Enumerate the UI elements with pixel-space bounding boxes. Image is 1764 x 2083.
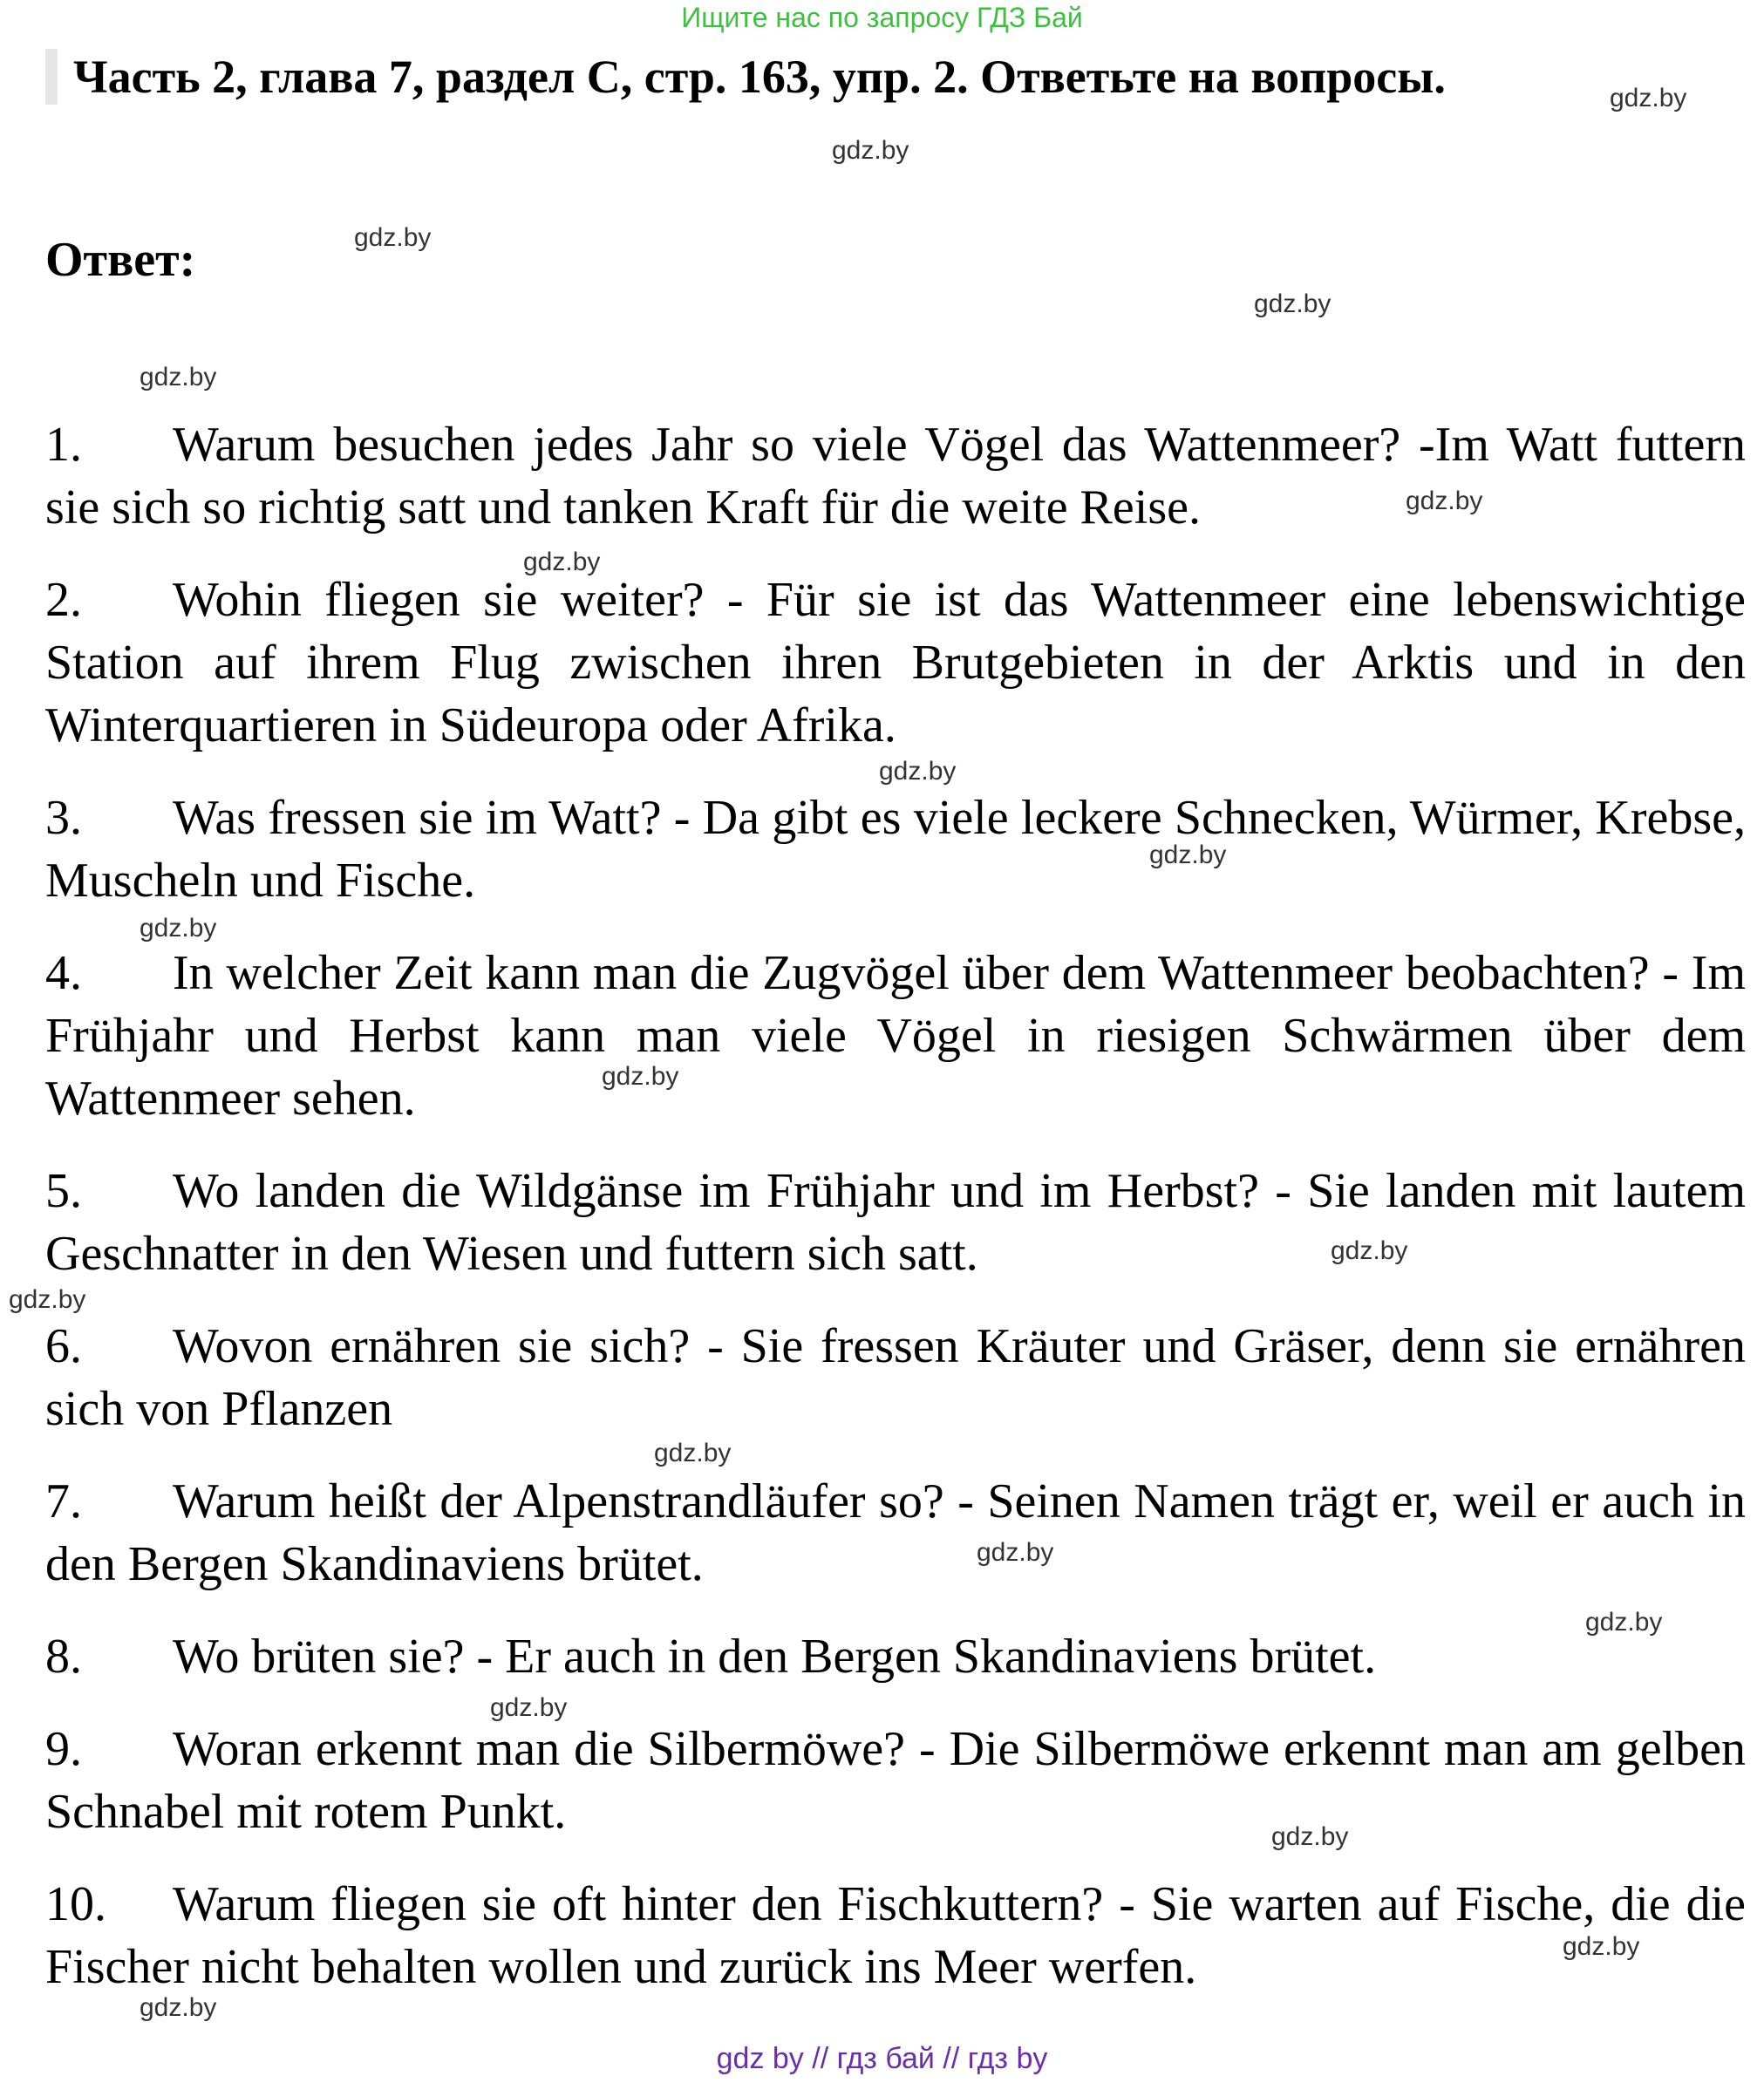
footer-watermark: gdz by // гдз бай // гдз by — [716, 2042, 1048, 2075]
watermark: gdz.by — [140, 363, 217, 391]
answer-item-4 — [45, 942, 1746, 1130]
answer-text: Wovon ernähren sie sich? - Sie fressen Kräuter und Gräser, denn sie ernähren sich von Pflanzen — [45, 1319, 1746, 1436]
page-title: Часть 2, глава 7, раздел С, стр. 163, упр. 2. Ответьте на вопросы. — [45, 49, 1446, 105]
answer-item-8 — [45, 1625, 1746, 1688]
answer-list — [45, 0, 1746, 2083]
watermark: gdz.by — [354, 223, 432, 252]
watermark: gdz.by — [1563, 1932, 1640, 1961]
answer-number: 3. — [45, 791, 82, 845]
answer-item-6 — [45, 1315, 1746, 1440]
answer-item-10 — [45, 1873, 1746, 1998]
answer-item-9 — [45, 1718, 1746, 1843]
answer-item-3 — [45, 786, 1746, 912]
answer-number: 6. — [45, 1319, 82, 1373]
watermark: gdz.by — [140, 1993, 217, 2022]
watermark: gdz.by — [1331, 1236, 1408, 1265]
answer-item-7 — [45, 1470, 1746, 1596]
watermark: gdz.by — [1585, 1608, 1663, 1637]
watermark: gdz.by — [1254, 289, 1332, 318]
answer-label: Ответ: — [45, 233, 196, 287]
answer-number: 10. — [45, 1877, 106, 1931]
answer-text: Warum heißt der Alpenstrandläufer so? - Seinen Namen trägt er, weil er auch in den Bergen Skandinaviens brütet. — [45, 1474, 1746, 1591]
answer-item-2 — [45, 568, 1746, 757]
answer-number: 4. — [45, 946, 82, 1000]
answer-number: 8. — [45, 1630, 82, 1684]
answer-text: Warum besuchen jedes Jahr so viele Vögel das Wattenmeer? -Im Watt futtern sie sich so richtig satt und tanken Kraft für die weite Reise. — [45, 418, 1746, 534]
watermark: gdz.by — [1149, 841, 1227, 869]
answer-text: Wo brüten sie? - Er auch in den Bergen Skandinaviens brütet. — [173, 1630, 1377, 1684]
watermark: gdz.by — [654, 1439, 732, 1467]
answer-text: Was fressen sie im Watt? - Da gibt es viele leckere Schnecken, Würmer, Krebse, Muscheln und Fische. — [45, 791, 1746, 908]
watermark: gdz.by — [1406, 487, 1483, 515]
answer-item-5 — [45, 1160, 1746, 1285]
answer-number: 9. — [45, 1722, 82, 1776]
answer-item-1 — [45, 413, 1746, 539]
watermark: gdz.by — [879, 757, 957, 786]
watermark: gdz.by — [490, 1693, 568, 1722]
watermark: gdz.by — [523, 548, 601, 576]
answer-number: 1. — [45, 418, 82, 472]
watermark: gdz.by — [977, 1538, 1054, 1567]
watermark: gdz.by — [602, 1062, 679, 1091]
answer-text: In welcher Zeit kann man die Zugvögel über dem Wattenmeer beobachten? - Im Frühjahr und Herbst kann man viele Vögel in riesigen Schwärmen über dem Wattenmeer sehen. — [45, 946, 1746, 1126]
answer-text: Woran erkennt man die Silbermöwe? - Die Silbermöwe erkennt man am gelben Schnabel mit rotem Punkt. — [45, 1722, 1746, 1839]
answer-text: Wo landen die Wildgänse im Frühjahr und im Herbst? - Sie landen mit lautem Geschnatter in den Wiesen und futtern sich satt. — [45, 1164, 1746, 1281]
answer-text: Wohin fliegen sie weiter? - Für sie ist das Wattenmeer eine lebenswichtige Station auf ihrem Flug zwischen ihren Brutgebieten in der Arktis und in den Winterquartieren in Südeuropa oder Afrika. — [45, 573, 1746, 752]
answer-text: Warum fliegen sie oft hinter den Fischkuttern? - Sie warten auf Fische, die die Fischer nicht behalten wollen und zurück ins Meer werfen. — [45, 1877, 1746, 1994]
watermark: gdz.by — [140, 914, 217, 943]
watermark: gdz.by — [1271, 1822, 1349, 1851]
watermark: gdz.by — [832, 136, 909, 165]
watermark: gdz.by — [1610, 84, 1687, 112]
answer-number: 2. — [45, 573, 82, 627]
answer-number: 5. — [45, 1164, 82, 1218]
answer-number: 7. — [45, 1474, 82, 1528]
watermark: gdz.by — [9, 1285, 86, 1314]
top-banner: Ищите нас по запросу ГДЗ Бай — [681, 2, 1083, 33]
